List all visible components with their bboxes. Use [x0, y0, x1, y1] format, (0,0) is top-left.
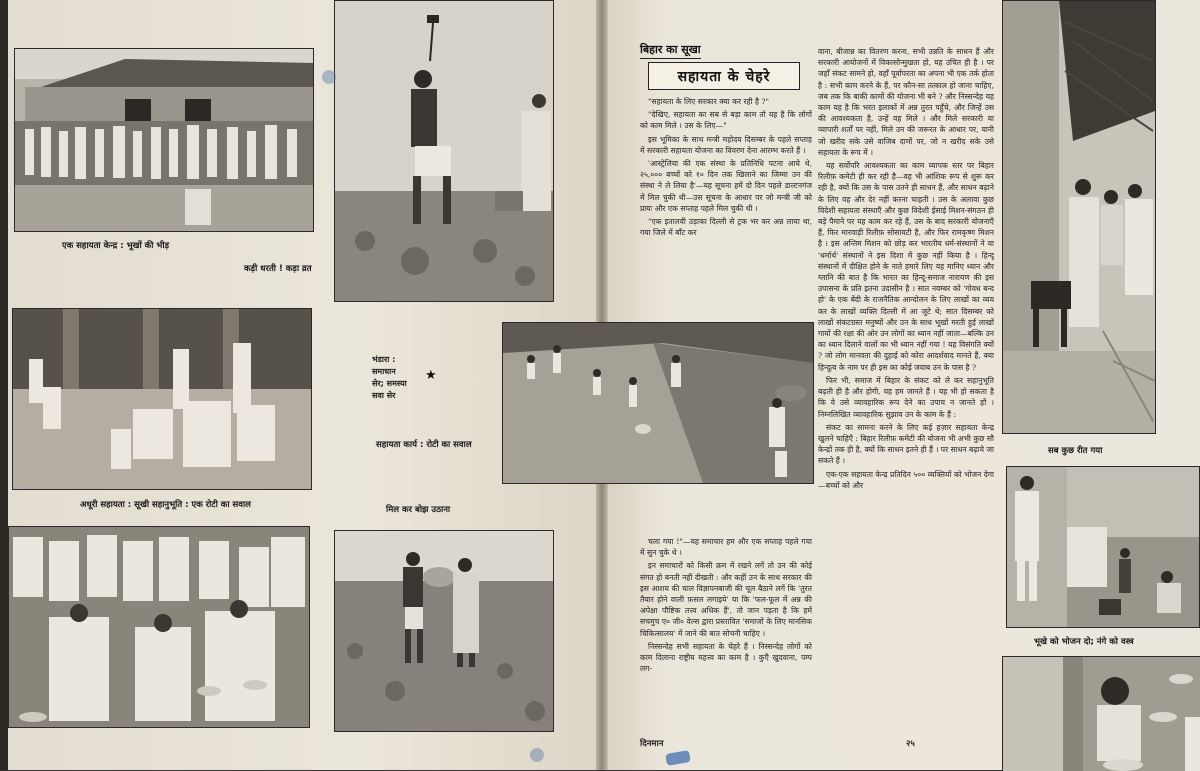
- article-kicker: बिहार का सूखा: [640, 42, 701, 59]
- photo-incomplete-help: [12, 308, 312, 490]
- caption-everything-exhausted: सब कुछ रीत गया: [1048, 446, 1103, 456]
- photo-child-eating: [1002, 656, 1200, 771]
- paragraph: इन समाचारों को किसी क्रम में रखने लगें तो उन की कोई संगत हो बनती नहीं दीखती : और कहीं उन के साथ सरकार की इस आशय की चाल विज्ञापनबाजी की चूल बैठाने लगें कि 'तुरत तैयार होने वाली फ़सल लगाइये' या कि 'फल-फूल में अन्न की अपेक्षा पौष्टिक तत्त्व अधिक हैं', तो जान पड़ता है कि हमें सचमुच ए० जी० वेल्स द्वारा प्रस्तावित 'समाजों के लिए मानसिक चिकित्सालय' में जाने की बात सोचनी चाहिए ।: [640, 561, 812, 638]
- paragraph: इस भूमिका के साथ मन्त्री महोदय दिसम्बर के पहले सप्ताह में सरकारी सहायता योजना का विवरण देना आरम्भ करते हैं ।: [640, 134, 812, 155]
- poem-line: भंडारा :: [372, 355, 396, 364]
- article-headline: सहायता के चेहरे: [677, 68, 771, 85]
- paragraph: 'आस्ट्रेलिया की एक संस्था के प्रतिनिधि पटना आये थे, २५,००० बच्चों को १० दिन तक खिलाने का जिम्मा उन की संस्था ने ले लिया है'—यह सूचना हमें दो दिन पहले डाल्टनगंज में मिल चुकी थी—उस सूचना के आधार पर जो मन्त्री जी को प्रायः और एक सप्ताह पहले मिल चुकी थी ।: [640, 159, 812, 213]
- caption-relief-work: सहायता कार्य : रोटी का सवाल: [376, 440, 472, 450]
- photo-man-with-pickaxe: [334, 0, 554, 302]
- caption-hard-earth: कड़ी धरती ! कड़ा व्रत: [244, 264, 312, 274]
- paragraph: निस्सन्देह सभी सहायता के चेहरे हैं । निस्सन्देह लोगों को काम दिलाना राष्ट्रीय महत्त्व का काम है । कुएँ खुदवाना, पम्प लग-: [640, 641, 812, 674]
- caption-relief-center: एक सहायता केन्द्र : भूखों की भीड़: [62, 241, 170, 251]
- poem-line: समाधान: [372, 367, 396, 376]
- paragraph: चला गया !"—यह समाचार हम और एक सप्ताह पहले गया में सुन चुके थे ।: [640, 537, 812, 558]
- article-column-2: [818, 46, 994, 722]
- star-ornament: ★: [425, 368, 437, 383]
- caption-carry-together: मिल कर बोझ उठाना: [386, 505, 451, 515]
- paragraph: संकट का सामना करने के लिए कई हज़ार सहायता केन्द्र खुलने चाहिएँ : बिहार रिलीफ़ कमेटी की योजना भी अभी कुछ सौ केन्द्रों तक ही है, क्यों कि साधन इतने ही हैं । पर साधन बढ़ाये जा सकते हैं ।: [818, 422, 994, 466]
- poem-line: सेर; समस्या: [372, 379, 407, 388]
- photo-relief-center-crowd: [14, 48, 314, 232]
- caption-feed-the-hungry: भूखे को भोजन दो; नंगे को वस्त्र: [1034, 637, 1134, 647]
- paragraph: "एक इतालवी उड़ाका दिल्ली से ट्रक भर कर अन्न लाया था, गया जिले में बाँट कर: [640, 217, 812, 238]
- headline-box: [648, 62, 800, 90]
- photo-women-seated-eating: [8, 526, 310, 728]
- photo-carrying-load-together: [334, 530, 554, 732]
- paragraph: फिर भी, समाज में बिहार के संकट को ले कर सहानुभूति बढ़ती ही है और होगी, यह हम जानते हैं । यह भी हो सकता है कि वे उसे व्यावहारिक रूप देने का उपाय न जानते हों । निम्नलिखित व्यावहारिक सुझाव उन के काम के हैं :: [818, 375, 994, 419]
- poem-bhandara: [372, 354, 407, 402]
- footer-page-number: २५: [906, 739, 915, 749]
- photo-everything-exhausted: [1002, 0, 1156, 434]
- footer-magazine-name: दिनमान: [640, 739, 664, 749]
- paragraph: यह सर्वोपरि आवश्यकता का काम व्यापक स्तर पर बिहार रिलीफ़ कमेटी ही कर रही है—वह भी आंशिक रूप से शुरू कर रही है, क्यों कि उस के पास उतने ही साधन हैं, और साधन बढ़ाने के लिए वह और देर नहीं करना चाहती । उस के अलावा कुछ विदेशी सहायता संस्थाएँ और कुछ विदेशी ईसाई मिशन-संगठन ही बड़े पैमाने पर यह काम कर रहे हैं, उस के बाद सरकारी योजनाएँ हैं, फिर मारवाड़ी रिलीफ़ सोसायटी है, और फिर रामकृष्ण मिशन है । इस अन्तिम मिशन को छोड़ कर भारतीय धर्म-संस्थानों ने या 'धर्मार्थ' संस्थानों ने इस दिशा में कुछ नहीं किया है । हिन्दू संस्थानों में दीक्षित होने के नाते हमारे लिए यह मानिए ध्यान और ग्लानि की बात है कि भारत का हिन्दू-समाज नारायण की इस उपासना के प्रति इतना उदासीन है । सात नवम्बर को 'गोवध बन्द हो' के एक बेंदी के राजनैतिक आन्दोलन के लिए लाखों का व्यय कर के लाखों व्यक्ति दिल्ली में आ जुटे थे; सात दिसम्बर को लाखों संकटग्रस्त मनुष्यों और उन के साथ भूखों मरती हुई लाखों गायों की रक्षा की ओर उन लोगों का ध्यान नहीं जाता—बल्कि उन का ध्यान दिलाने वालों का भी ध्यान नहीं गया ! यह विसंगति क्यों ? जो लोग मानवता की दुहाई को कोरा आदर्शवाद मानते हैं, क्या हिन्दुत्व के नाम पर ही इस का कोई जवाब उन के पास है ?: [818, 161, 994, 372]
- ink-smudge: [530, 748, 544, 762]
- paragraph: "सहायता के लिए सरकार क्या कर रही है ?": [648, 97, 769, 106]
- ink-smudge: [322, 70, 336, 84]
- photo-relief-work-site: [502, 322, 814, 484]
- paragraph: एक-एक सहायता केन्द्र प्रतिदिन ५०० व्यक्तियों को भोजन देगा—बच्चों को और: [818, 469, 994, 490]
- paragraph: "देखिए, सहायता का सब से बड़ा काम तो यह है कि लोगों को काम मिले । उस के लिए—": [640, 110, 812, 131]
- poem-line: सवा सेर: [372, 391, 396, 400]
- photo-feed-the-hungry: [1006, 466, 1200, 628]
- article-column-1-top: [640, 96, 812, 306]
- caption-incomplete-help: अधूरी सहायता : सूखी सहानुभूति : एक रोटी का सवाल: [80, 500, 251, 510]
- paragraph: वाना, बीजान्न का वितरण करना, सभी उन्नति के साधन हैं और सरकारी आयोजनों में विकासोन्मुखता हो, यह उचित ही है । पर जहाँ संकट सामने हो, वहाँ पूर्वापरता का अपना भी एक तर्क होता है : सभी काम करने के हैं, पर कौन-सा तत्काल हो जाना चाहिए, जब तक कि बाकी कामों की योजना भी बने ? और निस्सन्देह यह काम यह है कि भरत इलाकों में अन्न तुरत पहुँचे, और जिन्हें उस की आवश्यकता है, उन्हें वह मिले । और मिले सरकारी या व्यापारी शर्तों पर नहीं, मिले उन की जरूरत के आधार पर, यानी जो खरीद सके उसे वाजिब दामों पर, जो न खरीद सके उसे सहायता के रूप में ।: [818, 47, 994, 157]
- article-column-1-bottom: [640, 536, 812, 732]
